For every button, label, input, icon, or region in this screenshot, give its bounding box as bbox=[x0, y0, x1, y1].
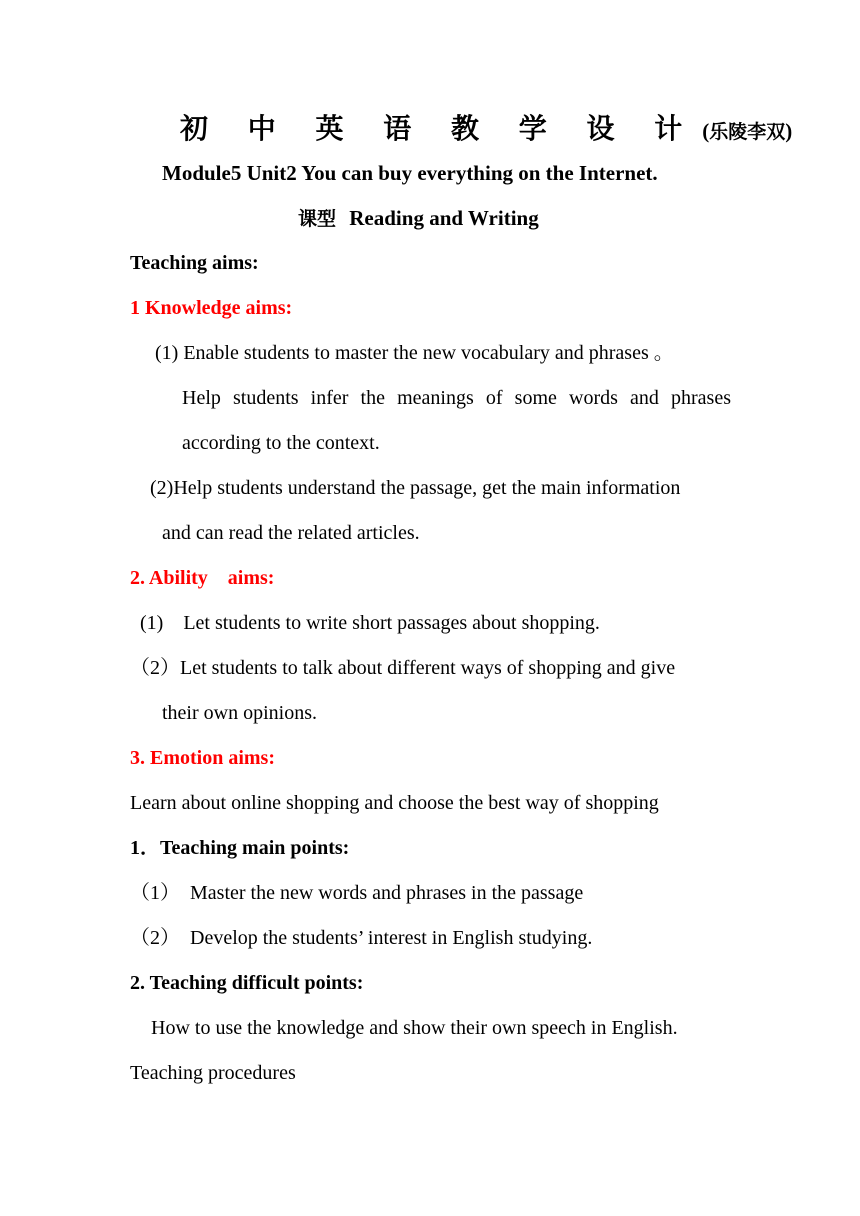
lesson-type-label: 课型 bbox=[298, 208, 337, 230]
knowledge-aim-1-line-1: (1) Enable students to master the new vocabulary and phrases 。 bbox=[155, 342, 674, 364]
title-note-author: 乐陵李双 bbox=[709, 121, 786, 143]
document-title bbox=[180, 112, 792, 146]
module-line: Module5 Unit2 You can buy everything on the Internet. bbox=[162, 161, 658, 185]
title-note-open: ( bbox=[702, 119, 710, 143]
title-author-note bbox=[702, 119, 792, 143]
ability-aim-2-line-1: （2）Let students to talk about different ways of shopping and give bbox=[130, 657, 676, 679]
title-note-close: ) bbox=[785, 119, 793, 143]
lesson-type-line bbox=[298, 206, 539, 231]
teaching-aims-heading: Teaching aims: bbox=[130, 252, 259, 274]
knowledge-aim-2-line-1: (2)Help students understand the passage, get the main information bbox=[150, 477, 681, 499]
ability-aims-heading: 2. Ability aims: bbox=[130, 567, 275, 589]
title-chinese: 初 中 英 语 教 学 设 计 bbox=[180, 112, 698, 145]
difficult-points-heading: 2. Teaching difficult points: bbox=[130, 972, 364, 994]
emotion-aims-text: Learn about online shopping and choose the best way of shopping bbox=[130, 792, 659, 814]
emotion-aims-heading: 3. Emotion aims: bbox=[130, 747, 275, 769]
ability-aim-2-line-2: their own opinions. bbox=[162, 702, 317, 724]
knowledge-aim-1-line-3: according to the context. bbox=[182, 432, 380, 454]
lesson-type-value: Reading and Writing bbox=[349, 206, 539, 230]
main-point-1: （1） Master the new words and phrases in the passage bbox=[130, 882, 584, 904]
knowledge-aim-2-line-2: and can read the related articles. bbox=[162, 522, 420, 544]
difficult-points-text: How to use the knowledge and show their own speech in English. bbox=[151, 1017, 678, 1039]
knowledge-aim-1-line-2: Help students infer the meanings of some words and phrases bbox=[182, 387, 731, 409]
ability-aim-1: (1) Let students to write short passages about shopping. bbox=[140, 612, 600, 634]
teaching-procedures-heading: Teaching procedures bbox=[130, 1062, 296, 1084]
main-points-heading: 1．Teaching main points: bbox=[130, 837, 350, 859]
knowledge-aims-heading: 1 Knowledge aims: bbox=[130, 297, 293, 319]
main-point-2: （2） Develop the students’ interest in English studying. bbox=[130, 927, 593, 949]
